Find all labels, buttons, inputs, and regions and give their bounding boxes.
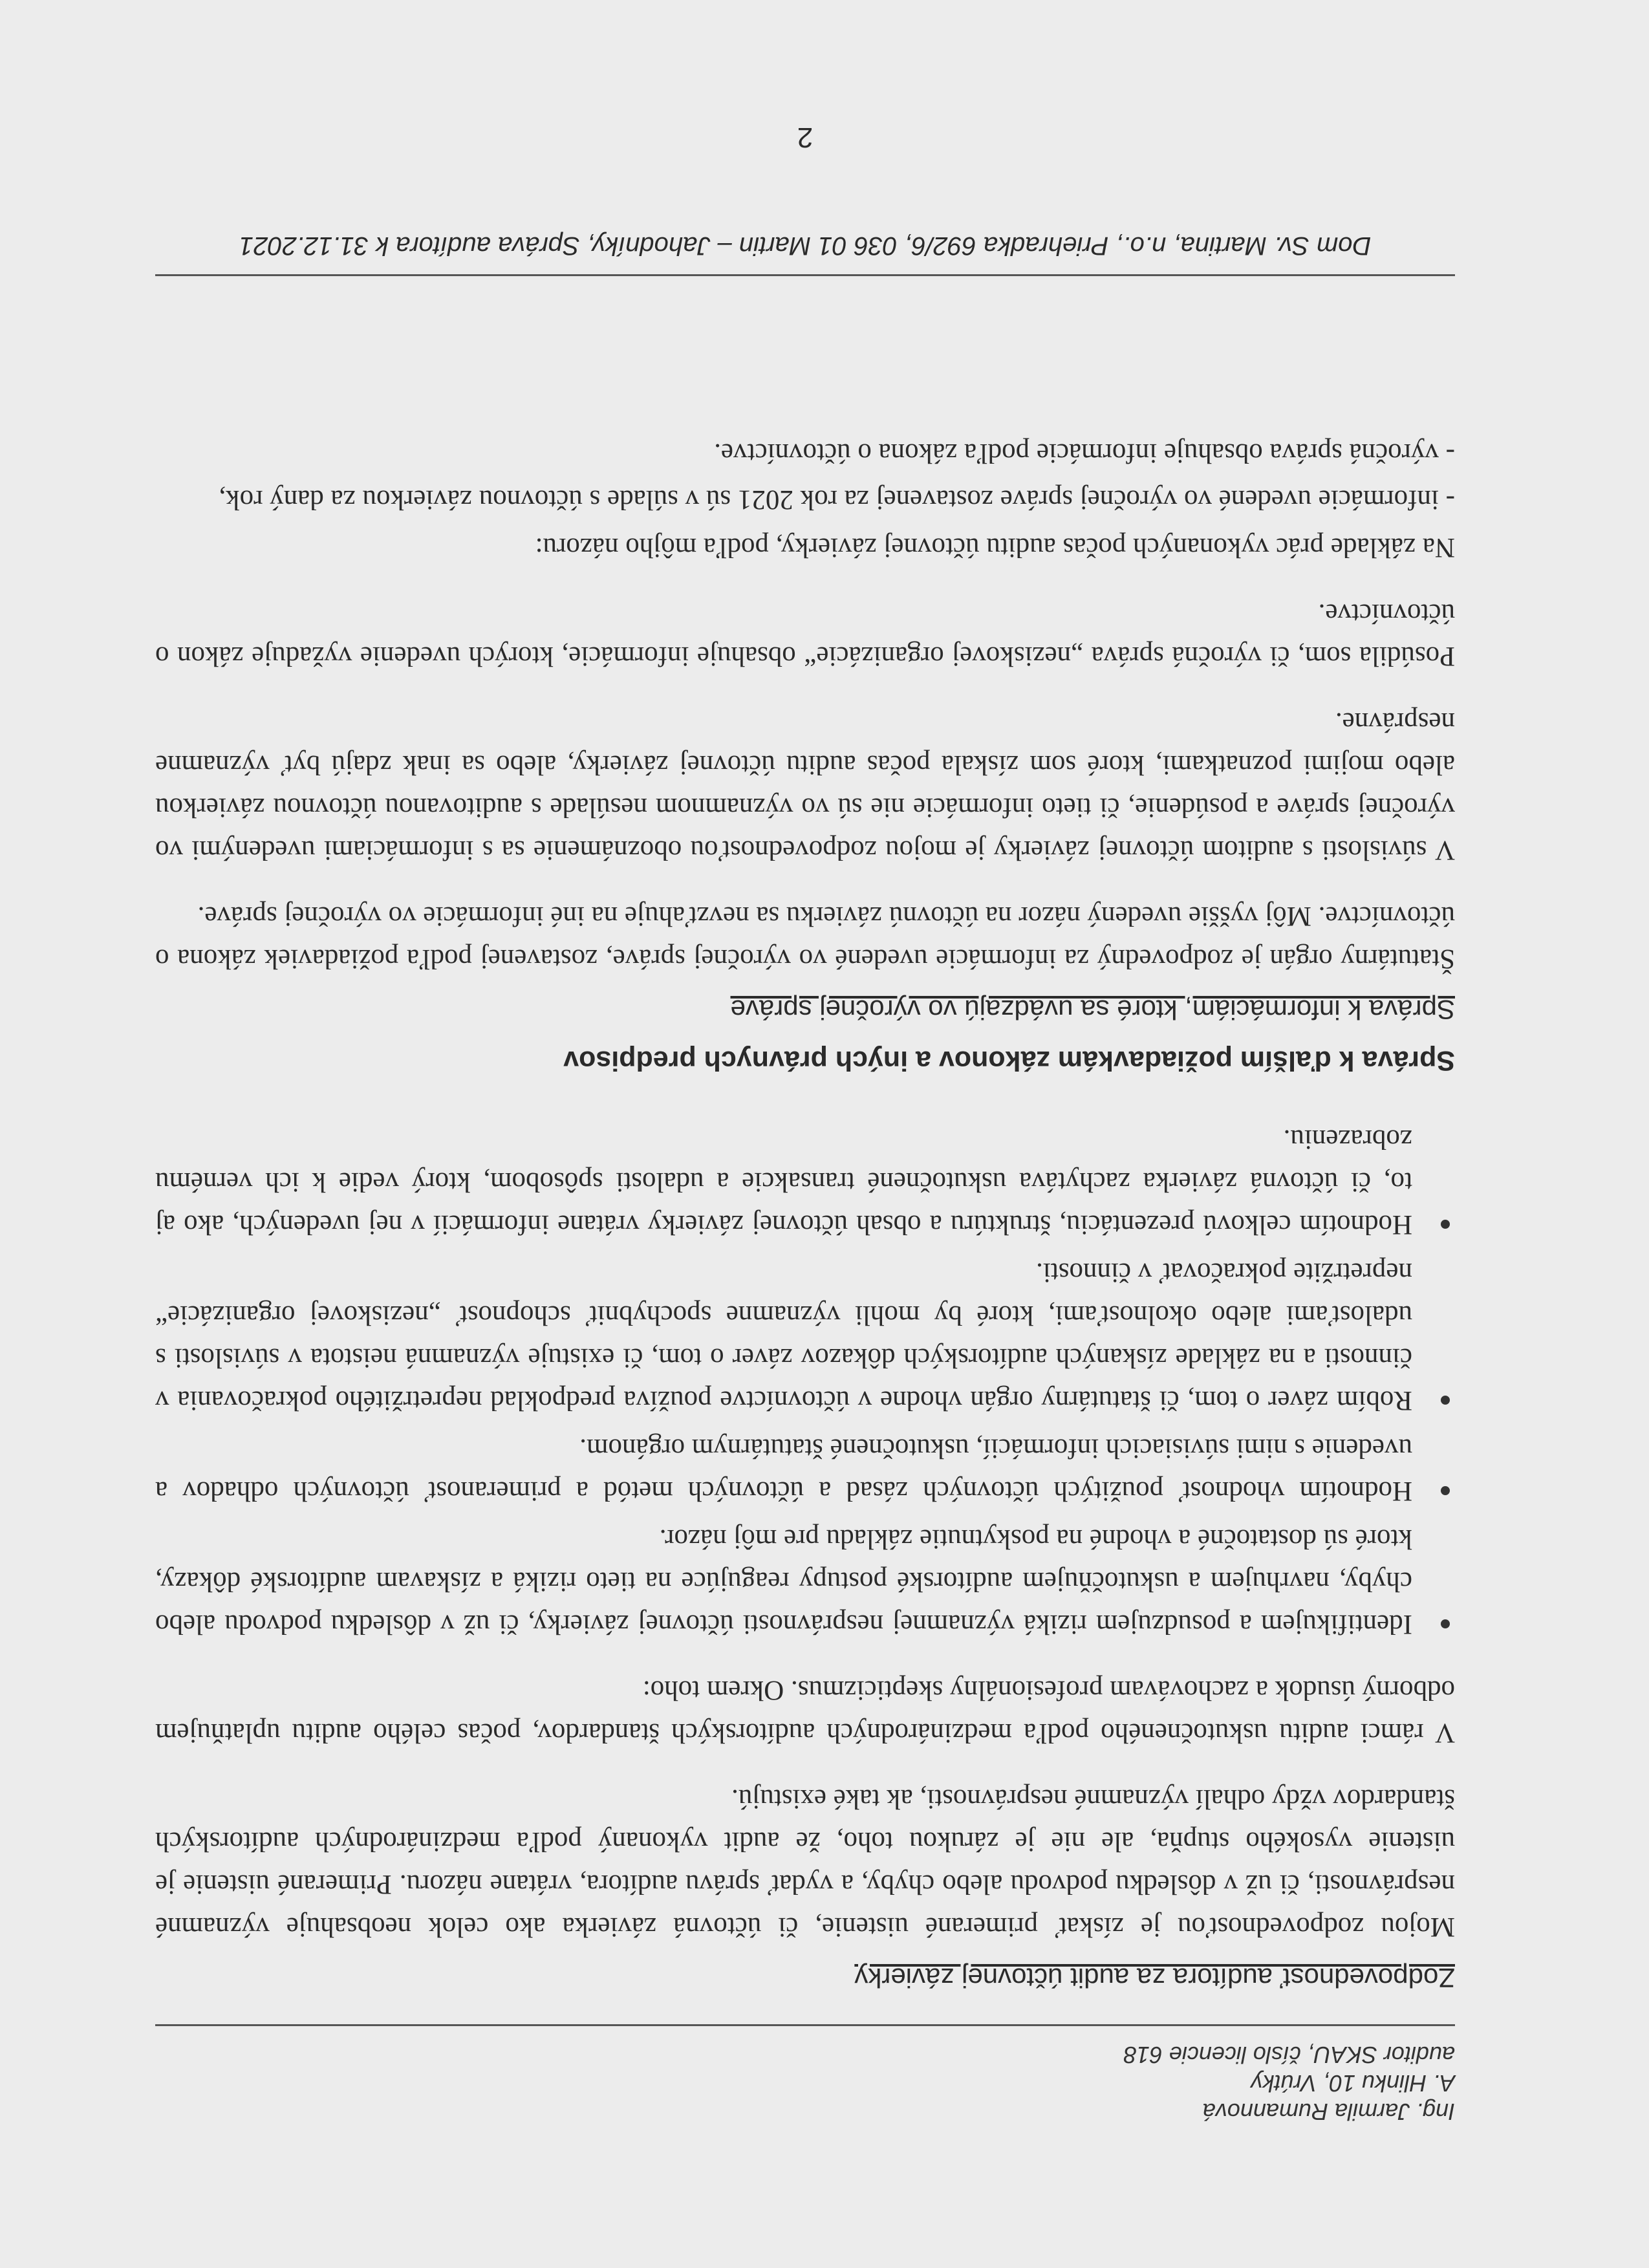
bullet-item [155, 1118, 1412, 1246]
bullet-text: Hodnotím vhodnosť použitých účtovných zásad a účtovných metód a primeranosť účtovných odhadov a uvedenie s nimi súvisiacich informácií, uskutočnené štatutárnym orgánom. [155, 1433, 1412, 1506]
header-divider [155, 2024, 1455, 2026]
auditor-header [155, 2040, 1455, 2126]
paragraph: V súvislosti s auditom účtovnej závierky je mojou zodpovednosťou oboznámenie sa s informáciami uvedenými vo výročnej správe a posúdenie, či tieto informácie nie sú vo významnom nesúlade s auditovanou účtovnou závierkou alebo mojimi poznatkami, ktoré som získala počas auditu účtovnej závierky, alebo sa inak zdajú byť významne nesprávne. [155, 707, 1455, 865]
page-number: 2 [797, 122, 814, 153]
bullet-icon [1441, 1486, 1450, 1495]
bullet-icon [1441, 1619, 1450, 1628]
bullet-text: Hodnotím celkovú prezentáciu, štruktúru a obsah účtovnej závierky vrátane informácií v nej uvedených, ako aj to, či účtovná závierka zachytáva uskutočnené transakcie a udalosti spôsobom, ktorý vedie k ich vernému zobrazeniu. [155, 1124, 1412, 1240]
subsection-heading-annual-report: Správa k informáciám, ktoré sa uvádzajú vo výročnej správe [730, 995, 1455, 1025]
bullet-text: Identifikujem a posudzujem riziká významnej nesprávnosti účtovnej závierky, či už v dôsledku podvodu alebo chyby, navrhujem a uskutočňujem audítorské postupy reagujúce na tieto riziká a získavam audítorské dôkazy, ktoré sú dostatočné a vhodné na poskytnutie základu pre môj názor. [155, 1524, 1412, 1639]
paragraph: Mojou zodpovednosťou je získať primerané uistenie, či účtovná závierka ako celok neobsahuje významné nesprávnosti, či už v dôsledku podvodu alebo chyby, a vydať správu audítora, vrátane názoru. Primerané uistenie je uistenie vysokého stupňa, ale nie je zárukou toho, že audit vykonaný podľa medzinárodných audítorských štandardov vždy odhalí významné nesprávnosti, ak také existujú. [155, 1784, 1455, 1942]
section-heading-other-requirements: Správa k ďalším požiadavkám zákonov a iných právnych predpisov [563, 1045, 1455, 1076]
bullet-item [155, 1517, 1412, 1645]
bullet-icon [1441, 1220, 1450, 1229]
page-content [155, 95, 1455, 2126]
paragraph: Posúdila som, či výročná správa „neziskovej organizácie“ obsahuje informácie, ktorých uvedenie vyžaduje zákon o účtovníctve. [155, 598, 1455, 671]
footer-divider [155, 274, 1455, 276]
footer-text: Dom Sv. Martina, n.o., Priehradka 692/6, 036 01 Martin – Jahodníky, Správa audítora k 31.12.2021 [239, 232, 1372, 260]
paragraph: V rámci auditu uskutočneného podľa medzinárodných audítorských štandardov, počas celého auditu uplatňujem odborný úsudok a zachovávam profesionálny skepticizmus. Okrem toho: [155, 1675, 1455, 1748]
paragraph: Na základe prác vykonaných počas auditu účtovnej závierky, podľa môjho názoru: [535, 532, 1455, 563]
bullet-item [155, 1427, 1412, 1512]
bullet-icon [1441, 1396, 1450, 1405]
section-heading-responsibility: Zodpovednosť audítora za audit účtovnej závierky [854, 1963, 1455, 1993]
auditor-address: A. Hlinku 10, Vrútky [1251, 2070, 1455, 2097]
page-footer [155, 121, 1455, 276]
dash-list-item: - výročná správa obsahuje informácie podľa zákona o účtovníctve. [714, 438, 1455, 468]
bullet-list [155, 1118, 1455, 1645]
auditor-license: auditor SKAU, číslo licencie 618 [1123, 2042, 1455, 2068]
auditor-name: Ing. Jarmila Rumannová [1202, 2099, 1455, 2125]
paragraph: Štatutárny orgán je zodpovedný za informácie uvedené vo výročnej správe, zostavenej podľa požiadaviek zákona o účtovníctve. Môj vyššie uvedený názor na účtovnú závierku sa nevzťahuje na iné informácie vo výročnej správe. [155, 901, 1455, 974]
bullet-item [155, 1251, 1412, 1421]
bullet-text: Robím záver o tom, či štatutárny orgán vhodne v účtovníctve používa predpoklad nepretržitého pokračovania v činnosti a na základe získaných audítorských dôkazov záver o tom, či existuje významná neistota v súvislosti s udalosťami alebo okolnosťami, ktoré by mohli významne spochybniť schopnosť „neziskovej organizácie“ nepretržite pokračovať v činnosti. [155, 1257, 1412, 1416]
dash-list-item: - informácie uvedené vo výročnej správe zostavenej za rok 2021 sú v súlade s účtovnou závierkou za daný rok, [219, 484, 1455, 515]
